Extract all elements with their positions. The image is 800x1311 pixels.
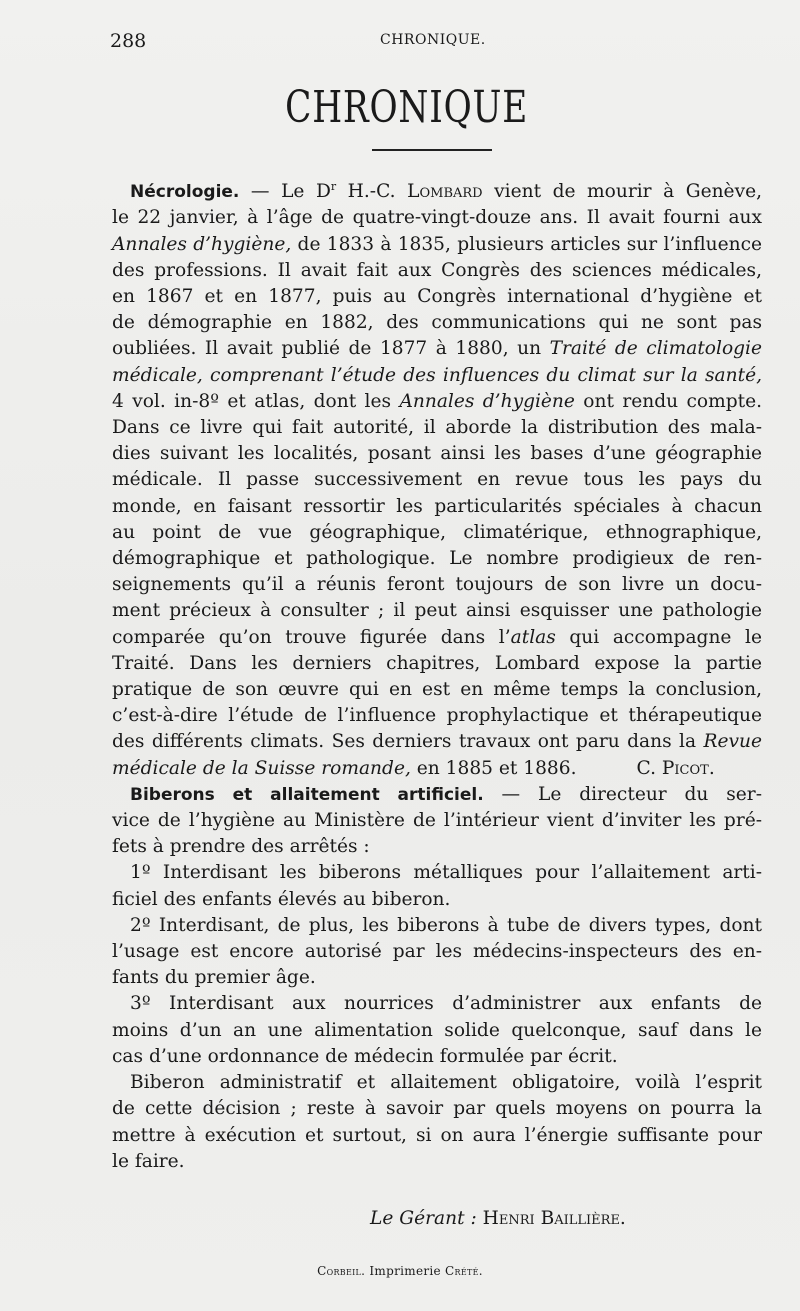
- text-line: 1º Interdisant les biberons métalliques pour l’allaitement arti-: [130, 862, 762, 884]
- person-name: Lombard: [407, 181, 483, 203]
- title-rule: [372, 149, 492, 151]
- text-span: vient de mourir à Genève,: [482, 181, 762, 203]
- text-line: fets à prendre des arrêtés :: [112, 836, 370, 858]
- text-line: [112, 336, 762, 362]
- text-span: Annales d’hygiène: [399, 390, 575, 412]
- text-line: ment précieux à consulter ; il peut ainsi esquisser une pathologie: [112, 600, 762, 622]
- author-name: Picot.: [661, 757, 715, 779]
- running-head: [110, 30, 740, 54]
- text-line: fants du premier âge.: [112, 967, 316, 989]
- text-span: comparée qu’on trouve figurée dans l’: [112, 626, 511, 648]
- text-line: cas d’une ordonnance de médecin formulée par écrit.: [112, 1045, 618, 1067]
- printer-text: Imprimerie: [365, 1264, 446, 1278]
- text-line: Traité. Dans les derniers chapitres, Lombard expose la partie: [112, 652, 762, 674]
- text-span: qui accompagne le: [555, 626, 762, 648]
- text-line: de cette décision ; reste à savoir par quels moyens on pourra la: [112, 1098, 762, 1120]
- text-line: médicale. Il passe successivement en revue tous les pays du: [112, 469, 762, 491]
- signature: [370, 1208, 626, 1229]
- text-span: — Le D: [239, 181, 331, 203]
- text-span: — Le directeur du ser-: [483, 783, 762, 805]
- text-span: Traité de climatologie: [549, 338, 762, 360]
- text-span: ont rendu compte.: [574, 390, 762, 412]
- section-heading: Biberons et allaitement artificiel.: [130, 784, 484, 805]
- text-line: Dans ce livre qui fait autorité, il aborde la distribution des mala-: [112, 417, 762, 439]
- text-span: atlas: [510, 626, 556, 648]
- text-span: 4 vol. in-8º et atlas, dont les: [112, 390, 400, 412]
- text-line: pratique de son œuvre qui en est en même temps la conclusion,: [112, 679, 762, 701]
- section-heading: Nécrologie.: [130, 182, 240, 203]
- signature-role: Le Gérant :: [370, 1208, 477, 1229]
- text-line: démographique et pathologique. Le nombre prodigieux de ren-: [112, 548, 762, 570]
- text-line: [112, 389, 762, 415]
- text-line: monde, en faisant ressortir les particularités spéciales à chacun: [112, 495, 762, 517]
- text-line: moins d’un an une alimentation solide quelconque, sauf dans le: [112, 1019, 762, 1041]
- text-span: r: [330, 180, 337, 193]
- text-line: 2º Interdisant, de plus, les biberons à tube de divers types, dont: [130, 914, 762, 936]
- page-number: 288: [110, 30, 147, 52]
- text-line: l’usage est encore autorisé par les médecins-inspecteurs des en-: [112, 941, 762, 963]
- text-line: mettre à exécution et surtout, si on aura l’énergie suffisante pour: [112, 1124, 762, 1146]
- signature-first-name: Henri: [482, 1208, 535, 1229]
- text-line: 3º Interdisant aux nourrices d’administrer aux enfants de: [130, 993, 762, 1015]
- text-span: Annales d’hygiène,: [112, 233, 292, 255]
- text-line: [112, 625, 762, 651]
- text-line: au point de vue géographique, climatérique, ethnographique,: [112, 521, 762, 543]
- text-span: H.-C.: [336, 181, 408, 203]
- text-line: des professions. Il avait fait aux Congrès des sciences médicales,: [112, 259, 762, 281]
- text-line: [112, 756, 762, 782]
- text-span: oubliées. Il avait publié de 1877 à 1880, un: [112, 338, 550, 360]
- text-span: de 1833 à 1835, plusieurs articles sur l’influence: [291, 233, 763, 255]
- text-line: le 22 janvier, à l’âge de quatre-vingt-douze ans. Il avait fourni aux: [112, 207, 762, 229]
- text-span: des différents climats. Ses derniers travaux ont paru dans la: [112, 731, 704, 753]
- text-line: Biberon administratif et allaitement obligatoire, voilà l’esprit: [130, 1072, 762, 1094]
- text-line: [112, 232, 762, 258]
- text-line: médicale, comprenant l’étude des influences du climat sur la santé,: [112, 364, 762, 386]
- running-title: CHRONIQUE.: [380, 32, 486, 48]
- text-line: seignements qu’il a réunis feront toujours de son livre un docu-: [112, 574, 762, 596]
- text-line: [112, 782, 762, 808]
- page-title: CHRONIQUE: [285, 82, 529, 133]
- biberons-paragraph: [112, 782, 762, 1175]
- text-line: en 1867 et en 1877, puis au Congrès international d’hygiène et: [112, 286, 762, 307]
- article-body: [112, 174, 762, 1175]
- text-line: [112, 729, 762, 755]
- text-span: médicale de la Suisse romande,: [112, 757, 411, 779]
- text-line: c’est-à-dire l’étude de l’influence prophylactique et thérapeutique: [112, 705, 762, 727]
- text-span: Revue: [703, 731, 762, 753]
- text-line: dies suivant les localités, posant ainsi les bases d’une géographie: [112, 443, 762, 465]
- text-line: de démographie en 1882, des communications qui ne sont pas: [112, 312, 762, 334]
- printer-colophon: [0, 1264, 800, 1278]
- necrologie-paragraph: [112, 174, 762, 782]
- text-line: le faire.: [112, 1150, 185, 1172]
- text-line: [112, 174, 762, 205]
- text-line: vice de l’hygiène au Ministère de l’intérieur vient d’inviter les pré-: [112, 810, 762, 832]
- printer-city: Corbeil.: [317, 1264, 366, 1278]
- text-line: ficiel des enfants élevés au biberon.: [112, 888, 451, 910]
- signature-last-name: Baillière.: [540, 1208, 626, 1229]
- author-initial: C.: [636, 757, 662, 779]
- printer-name: Crété.: [445, 1264, 483, 1278]
- text-span: en 1885 et 1886.: [410, 757, 577, 779]
